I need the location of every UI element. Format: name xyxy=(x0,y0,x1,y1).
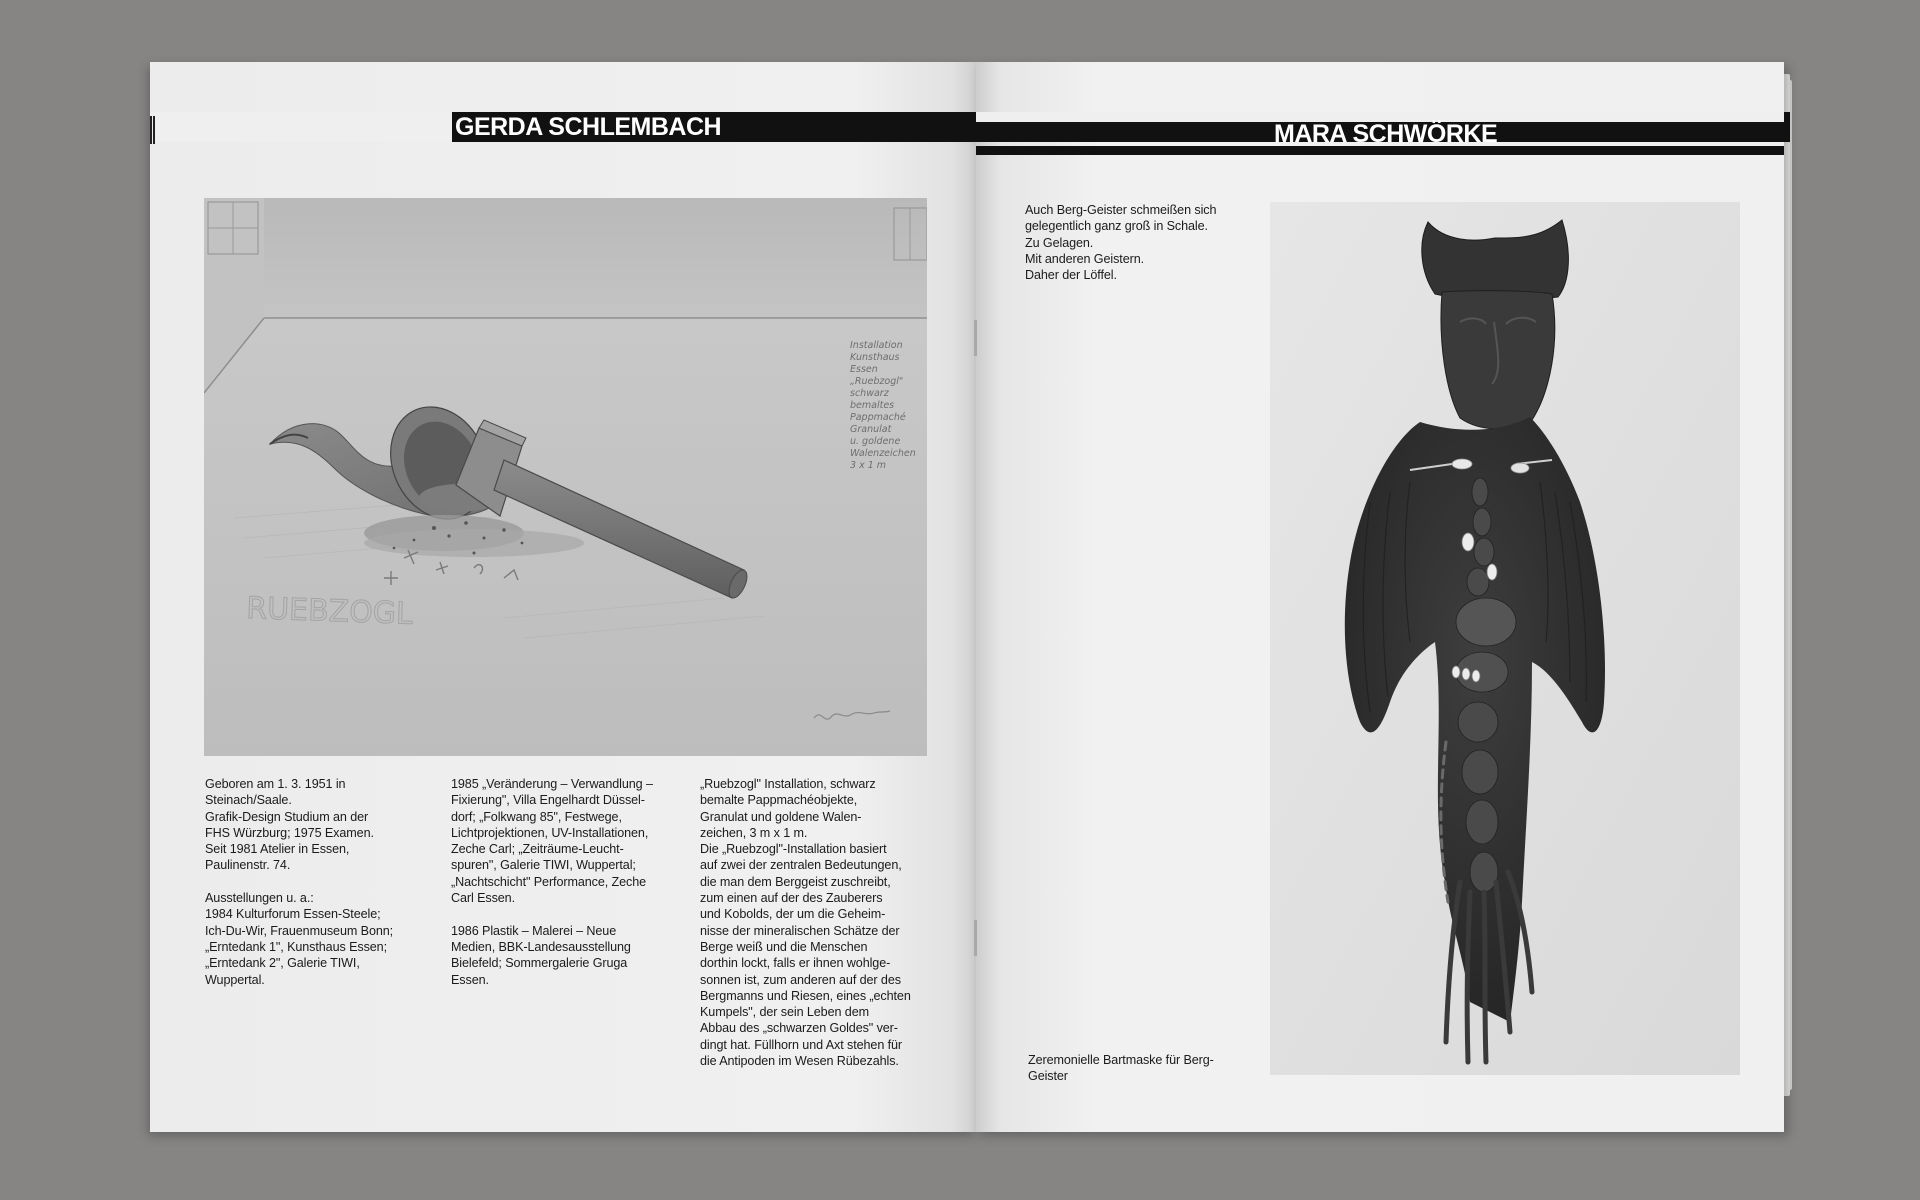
bio-column-1: Geboren am 1. 3. 1951 in Steinach/Saale. Grafik-Design Studium an der FHS Würzburg; 1975 Examen. Seit 1981 Atelier in Essen, Paulinenstr. 74. Ausstellungen u. a.: 1984 Kulturforum Essen-Steele; Ich-Du-Wir, Frauenmuseum Bonn; „Erntedank 1", Kunsthaus Essen; „Erntedank 2", Galerie TIWI, Wuppertal. xyxy=(205,777,394,987)
svg-text:Kunsthaus: Kunsthaus xyxy=(850,352,900,363)
staple-bottom xyxy=(974,920,977,956)
svg-text:u. goldene: u. goldene xyxy=(850,436,901,447)
drawing-scrawl: RUEBZOGL xyxy=(245,591,414,632)
photo-beard-mask xyxy=(1270,202,1740,1075)
svg-text:Granulat: Granulat xyxy=(850,424,892,435)
artist-name-right: MARA SCHWÖRKE xyxy=(1274,120,1498,148)
svg-text:„Ruebzogl": „Ruebzogl" xyxy=(850,376,904,387)
svg-text:Walenzeichen: Walenzeichen xyxy=(850,448,916,459)
pencil-drawing-ruebzogl xyxy=(204,198,927,756)
mask-intro-text: Auch Berg-Geister schmeißen sich gelegentlich ganz groß in Schale. Zu Gelagen. Mit anderen Geistern. Daher der Löffel. xyxy=(1025,203,1217,283)
header-bar-gap-left xyxy=(150,112,452,142)
photo-caption: Zeremonielle Bartmaske für Berg- Geister xyxy=(1028,1053,1214,1084)
artist-name-left: GERDA SCHLEMBACH xyxy=(455,113,722,141)
drawing-wall xyxy=(264,198,927,318)
bio-column-2: 1985 „Veränderung – Verwandlung – Fixierung", Villa Engelhardt Düssel- dorf; „Folkwang 85", Festwege, Lichtprojektionen, UV-Installationen, Zeche Carl; „Zeiträume-Leucht- spuren", Galerie TIWI, Wuppertal; „Nachtschicht" Performance, Zeche Carl Essen. 1986 Plastik – Malerei – Neue Medien, BBK-Landesausstellung Bielefeld; Sommergalerie Gruga Essen. xyxy=(451,777,653,987)
svg-text:bemaltes: bemaltes xyxy=(850,400,895,411)
page-edge-mark xyxy=(150,116,156,144)
svg-text:Pappmaché: Pappmaché xyxy=(850,412,906,423)
svg-text:3 x 1 m: 3 x 1 m xyxy=(850,460,887,471)
svg-text:Installation: Installation xyxy=(850,340,903,351)
svg-text:schwarz: schwarz xyxy=(850,388,889,399)
installation-description: „Ruebzogl" Installation, schwarz bemalte Pappmachéobjekte, Granulat und goldene Walen- zeichen, 3 m x 1 m. Die „Ruebzogl"-Installation basiert auf zwei der zentralen Bedeutungen, die man dem Berggeist zuschreibt, zum einen auf der des Zauberers und Kobolds, der um die Geheim- nisse der mineralischen Schätze der Berge weiß und die Menschen dorthin lockt, falls er ihnen wohlge- sonnen ist, zum anderen auf der des Bergmanns und Riesen, eines „echten Kumpels", der sein Leben dem Abbau des „schwarzen Goldes" ver- dingt hat. Füllhorn und Axt stehen für die Antipoden im Wesen Rübezahls. xyxy=(700,777,911,1069)
svg-text:Essen: Essen xyxy=(850,364,878,375)
staple-top xyxy=(974,320,977,356)
